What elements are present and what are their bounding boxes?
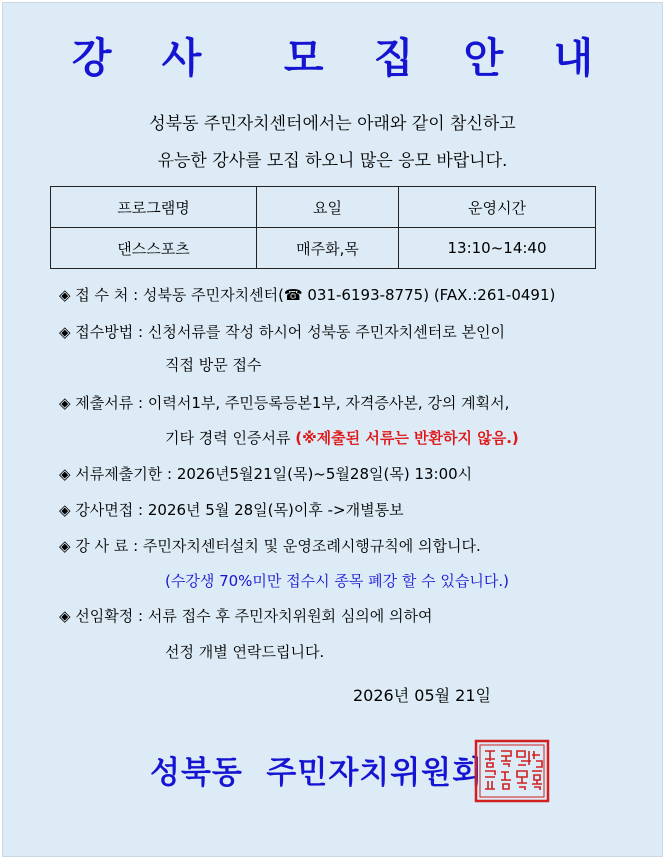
item-documents-value: 이력서1부, 주민등록등본1부, 자격증사본, 강의 계획서, xyxy=(147,394,510,412)
item-documents-note: (※제출된 서류는 반환하지 않음.) xyxy=(295,429,519,447)
item-reception-value: 성북동 주민자치센터(☎ 031-6193-8775) (FAX.:261-0491) xyxy=(142,286,556,304)
notice-date: 2026년 05월 21일 xyxy=(353,686,491,705)
cell-time: 13:10~14:40 xyxy=(399,228,596,269)
header-day: 요일 xyxy=(257,187,399,228)
item-interview-label: ◈ 강사면접 : xyxy=(59,501,148,519)
item-documents xyxy=(59,392,509,413)
item-fee xyxy=(59,535,481,556)
notice-page xyxy=(2,2,663,857)
item-documents-cont xyxy=(165,427,519,448)
item-documents-cont-text: 기타 경력 인증서류 xyxy=(165,429,296,447)
page-title: 강 사 모 집 안 내 xyxy=(71,34,612,82)
table-row xyxy=(51,228,596,269)
table-header-row xyxy=(51,187,596,228)
intro-line-1: 성북동 주민자치센터에서는 아래와 같이 참신하고 xyxy=(149,114,516,134)
item-selection-cont: 선정 개별 연락드립니다. xyxy=(165,643,325,661)
item-selection-value: 서류 접수 후 주민자치위원회 심의에 의하여 xyxy=(147,607,433,625)
item-interview-value: 2026년 5월 28일(목)이후 ->개별통보 xyxy=(147,501,404,519)
item-fee-value: 주민자치센터설치 및 운영조례시행규칙에 의합니다. xyxy=(142,537,481,555)
item-fee-note: (수강생 70%미만 접수시 종목 폐강 할 수 있습니다.) xyxy=(165,572,510,590)
item-reception xyxy=(59,284,555,305)
intro-line-2: 유능한 강사를 모집 하오니 많은 응모 바랍니다. xyxy=(157,151,508,171)
item-selection xyxy=(59,605,433,626)
item-method-value: 신청서류를 작성 하시어 성북동 주민자치센터로 본인이 xyxy=(147,323,505,341)
item-deadline-value: 2026년5월21일(목)~5월28일(목) 13:00시 xyxy=(176,465,473,483)
item-reception-label: ◈ 접 수 처 : xyxy=(59,286,143,304)
item-interview xyxy=(59,499,404,520)
header-program: 프로그램명 xyxy=(51,187,257,228)
item-fee-label: ◈ 강 사 료 : xyxy=(59,537,143,555)
item-method-label: ◈ 접수방법 : xyxy=(59,323,148,341)
header-time: 운영시간 xyxy=(399,187,596,228)
official-seal-icon xyxy=(474,739,550,803)
item-method xyxy=(59,321,505,342)
item-deadline xyxy=(59,463,472,484)
cell-day: 매주화,목 xyxy=(257,228,399,269)
committee-signature: 성북동 주민자치위원회 xyxy=(150,755,484,791)
program-table xyxy=(50,186,596,269)
cell-program: 댄스스포츠 xyxy=(51,228,257,269)
item-method-cont: 직접 방문 접수 xyxy=(165,356,262,374)
item-selection-label: ◈ 선임확정 : xyxy=(59,607,148,625)
item-documents-label: ◈ 제출서류 : xyxy=(59,394,148,412)
item-deadline-label: ◈ 서류제출기한 : xyxy=(59,465,177,483)
